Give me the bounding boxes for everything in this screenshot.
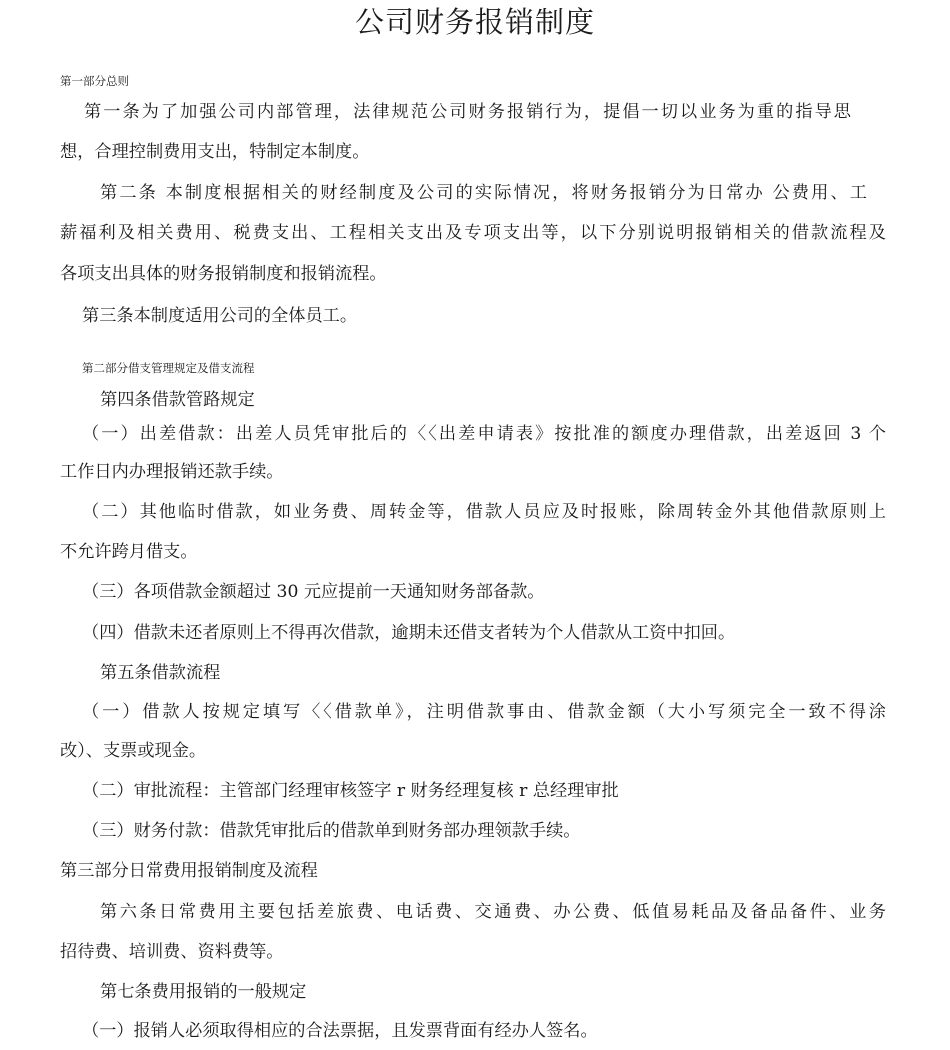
paragraph-line: （二）审批流程：主管部门经理审核签字 r 财务经理复核 r 总经理审批	[82, 781, 619, 801]
paragraph-line: （三）财务付款：借款凭审批后的借款单到财务部办理领款手续。	[82, 821, 581, 841]
section-heading: 第一部分总则	[60, 74, 129, 88]
paragraph-line: （一）出差借款：出差人员凭审批后的〈〈出差申请表》按批准的额度办理借款，出差返回 3 个	[82, 424, 886, 444]
paragraph-line: 改）、支票或现金。	[60, 741, 207, 761]
paragraph-line: 第一条为了加强公司内部管理，法律规范公司财务报销行为，提倡一切以业务为重的指导思	[84, 102, 851, 122]
paragraph-line: （二）其他临时借款，如业务费、周转金等，借款人员应及时报账，除周转金外其他借款原则上	[82, 502, 886, 522]
paragraph-line: 想，合理控制费用支出，特制定本制度。	[60, 142, 370, 162]
paragraph-line: 各项支出具体的财务报销制度和报销流程。	[60, 264, 387, 284]
paragraph-line: 招待费、培训费、资料费等。	[60, 942, 284, 962]
paragraph-line: （一）报销人必须取得相应的合法票据，且发票背面有经办人签名。	[82, 1021, 598, 1041]
paragraph-line: 薪福利及相关费用、税费支出、工程相关支出及专项支出等，以下分别说明报销相关的借款流程及	[60, 223, 886, 243]
document-title: 公司财务报销制度	[354, 5, 595, 39]
section-heading: 第三部分日常费用报销制度及流程	[60, 861, 318, 881]
paragraph-line: （四）借款未还者原则上不得再次借款，逾期未还借支者转为个人借款从工资中扣回。	[82, 623, 736, 643]
article-heading: 第四条借款管路规定	[100, 390, 255, 410]
paragraph-line: 第二条 本制度根据相关的财经制度及公司的实际情况，将财务报销分为日常办 公费用、工	[100, 183, 867, 203]
paragraph-line: （一）借款人按规定填写〈〈借款单》，注明借款事由、借款金额（大小写须完全一致不得涂	[82, 702, 886, 722]
paragraph-line: （三）各项借款金额超过 30 元应提前一天通知财务部备款。	[82, 582, 545, 602]
paragraph-line: 第六条日常费用主要包括差旅费、电话费、交通费、办公费、低值易耗品及备品备件、业务	[100, 902, 886, 922]
article-heading: 第五条借款流程	[100, 663, 221, 683]
paragraph-line: 不允许跨月借支。	[60, 542, 198, 562]
paragraph-line: 工作日内办理报销还款手续。	[60, 462, 284, 482]
article-heading: 第七条费用报销的一般规定	[100, 982, 307, 1002]
section-heading: 第二部分借支管理规定及借支流程	[82, 361, 255, 375]
paragraph-line: 第三条本制度适用公司的全体员工。	[82, 306, 358, 326]
